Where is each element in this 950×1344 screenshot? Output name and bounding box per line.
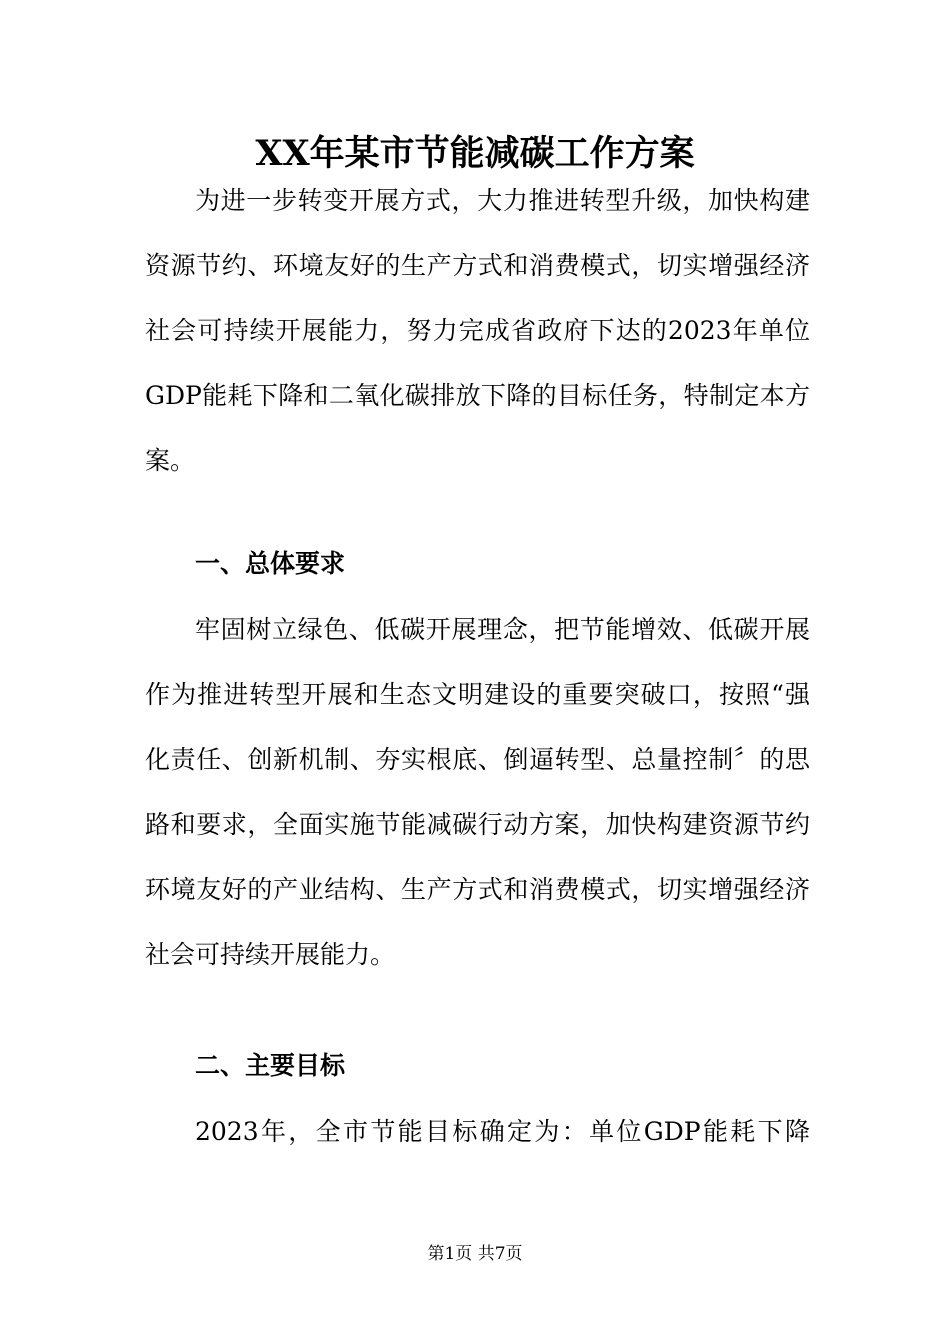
paragraph-line: 作为推进转型开展和生态文明建设的重要突破口，按照“强 bbox=[145, 680, 810, 709]
section-heading-main-goals: 二、主要目标 bbox=[195, 1051, 346, 1080]
intro-line: 案。 bbox=[145, 446, 196, 475]
main-goals-paragraph bbox=[145, 1099, 810, 1164]
paragraph-line: 路和要求，全面实施节能减碳行动方案，加快构建资源节约 bbox=[145, 810, 810, 839]
general-requirements-paragraph bbox=[145, 597, 810, 987]
intro-paragraph bbox=[145, 168, 810, 493]
intro-line: GDP能耗下降和二氧化碳排放下降的目标任务，特制定本方 bbox=[145, 381, 810, 410]
paragraph-line: 环境友好的产业结构、生产方式和消费模式，切实增强经济 bbox=[145, 875, 810, 904]
paragraph-line: 社会可持续开展能力。 bbox=[145, 940, 396, 969]
intro-line: 社会可持续开展能力，努力完成省政府下达的2023年单位 bbox=[145, 316, 810, 345]
document-title: XX年某市节能减碳工作方案 bbox=[255, 133, 695, 174]
paragraph-line: 2023年，全市节能目标确定为：单位GDP能耗下降 bbox=[195, 1117, 810, 1146]
section-heading-general-requirements: 一、总体要求 bbox=[195, 549, 346, 578]
paragraph-line: 牢固树立绿色、低碳开展理念，把节能增效、低碳开展 bbox=[195, 615, 810, 644]
page-number-footer: 第1页 共7页 bbox=[427, 1244, 523, 1264]
paragraph-line: 化责任、创新机制、夯实根底、倒逼转型、总量控制〞的思 bbox=[145, 745, 810, 774]
intro-line: 资源节约、环境友好的生产方式和消费模式，切实增强经济 bbox=[145, 251, 810, 280]
intro-line: 为进一步转变开展方式，大力推进转型升级，加快构建 bbox=[195, 186, 810, 215]
